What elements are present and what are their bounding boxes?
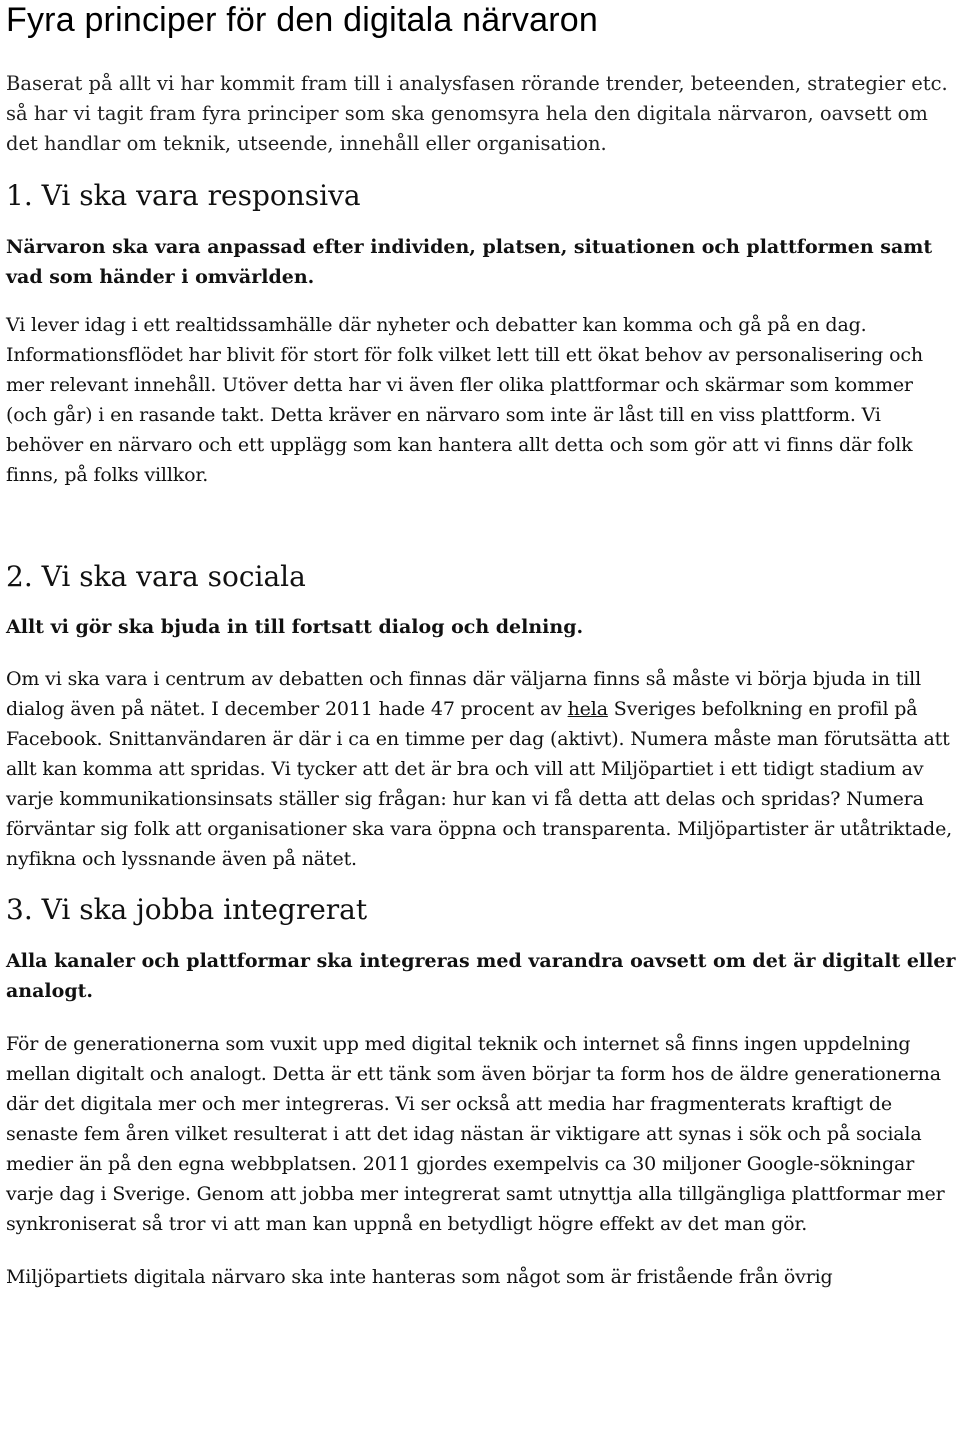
section-lead: Allt vi gör ska bjuda in till fortsatt dialog och delning. bbox=[6, 616, 584, 638]
section-social bbox=[6, 559, 956, 874]
section-integrated bbox=[6, 892, 956, 1239]
section-lead: Närvaron ska vara anpassad efter individen, platsen, situationen och plattformen samt vad som händer i omvärlden. bbox=[6, 236, 933, 288]
section-lead: Alla kanaler och plattformar ska integreras med varandra oavsett om det är digitalt eller analogt. bbox=[6, 950, 956, 1002]
document-page bbox=[6, 0, 956, 1292]
section-heading: 2. Vi ska vara sociala bbox=[6, 560, 306, 593]
body-text: Sveriges befolkning en profil på Facebook. Snittanvändaren är där i ca en timme per dag (aktivt). Numera måste man förutsätta att allt kan komma att spridas. Vi tycker att det är bra och vill att Miljöpartiet i ett tidigt stadium av varje kommunikationsinsats ställer sig frågan: hur kan vi få detta att delas och spridas? Numera förväntar sig folk att organisationer ska vara öppna och transparenta. Miljöpartister är utåtriktade, nyfikna och lyssnande även på nätet. bbox=[6, 698, 953, 870]
section-body bbox=[6, 664, 956, 874]
document-title: Fyra principer för den digitala närvaron bbox=[6, 1, 598, 39]
section-responsive bbox=[6, 178, 956, 490]
section-heading: 3. Vi ska jobba integrerat bbox=[6, 893, 368, 926]
section-heading: 1. Vi ska vara responsiva bbox=[6, 179, 361, 212]
underlined-word: hela bbox=[567, 698, 608, 720]
section-body: För de generationerna som vuxit upp med digital teknik och internet så finns ingen uppdelning mellan digitalt och analogt. Detta är ett tänk som även börjar ta form hos de äldre generationerna där det digitala mer och mer integreras. Vi ser också att media har fragmenterats kraftigt de senaste fem åren vilket resulterat i att det idag nästan är viktigare att synas i sök och på sociala medier än på den egna webbplatsen. 2011 gjordes exempelvis ca 30 miljoner Google-sökningar varje dag i Sverige. Genom att jobba mer integrerat samt utnyttja alla tillgängliga plattformar mer synkroniserat så tror vi att man kan uppnå en betydligt högre effekt av det man gör. bbox=[6, 1033, 945, 1235]
body-text: Om vi ska vara i centrum av debatten och finnas där väljarna finns så måste vi börja bjuda in till dialog även på nätet. I december 2011 hade 47 procent av bbox=[6, 668, 922, 720]
closing-paragraph: Miljöpartiets digitala närvaro ska inte hanteras som något som är fristående från övrig bbox=[6, 1266, 833, 1288]
intro-paragraph: Baserat på allt vi har kommit fram till i analysfasen rörande trender, beteenden, strategier etc. så har vi tagit fram fyra principer som ska genomsyra hela den digitala närvaron, oavsett om det handlar om teknik, utseende, innehåll eller organisation. bbox=[6, 72, 948, 155]
section-body: Vi lever idag i ett realtidssamhälle där nyheter och debatter kan komma och gå på en dag. Informationsflödet har blivit för stort för folk vilket lett till ett ökat behov av personalisering och mer relevant innehåll. Utöver detta har vi även fler olika plattformar och skärmar som kommer (och går) i en rasande takt. Detta kräver en närvaro som inte är låst till en viss plattform. Vi behöver en närvaro och ett upplägg som kan hantera allt detta och som gör att vi finns där folk finns, på folks villkor. bbox=[6, 314, 923, 486]
